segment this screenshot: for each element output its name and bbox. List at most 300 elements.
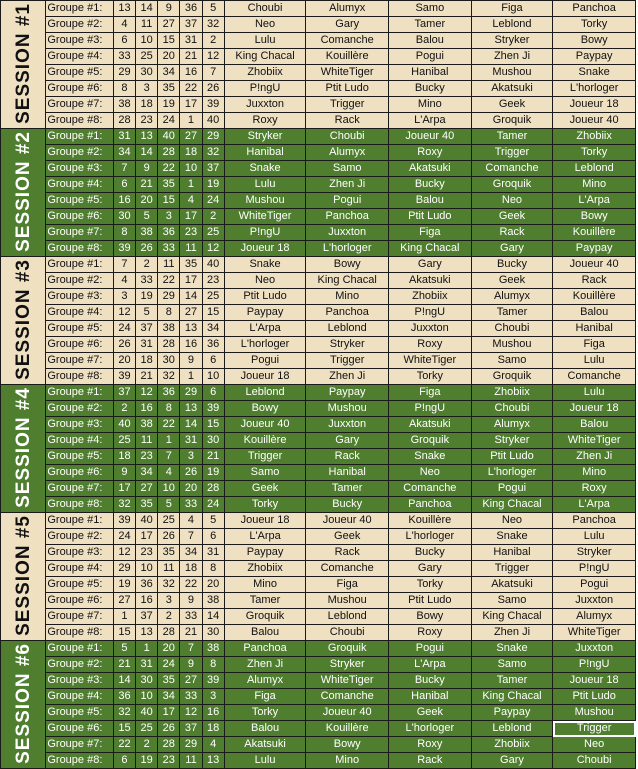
player-name-cell[interactable]: Joueur 18 (224, 241, 306, 257)
player-name-cell[interactable]: Geek (224, 481, 306, 497)
player-number-cell[interactable]: 21 (136, 369, 158, 385)
player-name-cell[interactable]: Joueur 40 (224, 417, 306, 433)
player-name-cell[interactable]: Stryker (471, 33, 553, 49)
player-number-cell[interactable]: 39 (113, 369, 135, 385)
player-name-cell[interactable]: Balou (224, 625, 306, 641)
player-name-cell[interactable]: Balou (553, 417, 636, 433)
player-number-cell[interactable]: 19 (136, 753, 158, 769)
player-number-cell[interactable]: 13 (113, 1, 135, 17)
player-number-cell[interactable]: 40 (202, 113, 224, 129)
player-name-cell[interactable]: Zhen Ji (471, 49, 553, 65)
player-number-cell[interactable]: 19 (113, 577, 135, 593)
player-number-cell[interactable]: 34 (136, 465, 158, 481)
player-name-cell[interactable]: Trigger (306, 97, 389, 113)
player-number-cell[interactable]: 10 (158, 481, 180, 497)
player-name-cell[interactable]: Mushou (471, 65, 553, 81)
player-name-cell[interactable]: Hanibal (471, 545, 553, 561)
group-label-cell[interactable]: Groupe #4: (46, 177, 114, 193)
player-number-cell[interactable]: 5 (158, 497, 180, 513)
player-number-cell[interactable]: 18 (180, 145, 202, 161)
player-name-cell[interactable]: Rack (471, 225, 553, 241)
player-name-cell[interactable]: Roxy (553, 481, 636, 497)
group-label-cell[interactable]: Groupe #5: (46, 449, 114, 465)
player-name-cell[interactable]: Ptit Ludo (306, 81, 389, 97)
player-number-cell[interactable]: 3 (113, 289, 135, 305)
player-number-cell[interactable]: 9 (180, 353, 202, 369)
group-label-cell[interactable]: Groupe #5: (46, 193, 114, 209)
player-name-cell[interactable]: Bucky (389, 81, 472, 97)
player-number-cell[interactable]: 28 (158, 337, 180, 353)
player-name-cell[interactable]: Geek (389, 705, 472, 721)
player-name-cell[interactable]: Lulu (553, 385, 636, 401)
player-number-cell[interactable]: 11 (136, 433, 158, 449)
player-number-cell[interactable]: 22 (158, 417, 180, 433)
player-number-cell[interactable]: 32 (202, 17, 224, 33)
player-name-cell[interactable]: Kouillère (224, 433, 306, 449)
player-number-cell[interactable]: 14 (180, 289, 202, 305)
player-number-cell[interactable]: 20 (113, 353, 135, 369)
player-name-cell[interactable]: Zhen Ji (306, 177, 389, 193)
player-number-cell[interactable]: 13 (136, 129, 158, 145)
group-label-cell[interactable]: Groupe #5: (46, 321, 114, 337)
player-name-cell[interactable]: Bucky (389, 545, 472, 561)
group-label-cell[interactable]: Groupe #7: (46, 737, 114, 753)
player-name-cell[interactable]: King Chacal (306, 273, 389, 289)
player-name-cell[interactable]: L'Arpa (389, 657, 472, 673)
player-number-cell[interactable]: 25 (202, 225, 224, 241)
player-number-cell[interactable]: 33 (136, 273, 158, 289)
player-number-cell[interactable]: 32 (158, 369, 180, 385)
player-number-cell[interactable]: 6 (202, 529, 224, 545)
player-number-cell[interactable]: 16 (180, 65, 202, 81)
player-number-cell[interactable]: 7 (113, 257, 135, 273)
player-name-cell[interactable]: Tamer (471, 673, 553, 689)
player-name-cell[interactable]: Alumyx (553, 609, 636, 625)
player-name-cell[interactable]: Tamer (389, 17, 472, 33)
player-number-cell[interactable]: 34 (158, 689, 180, 705)
player-name-cell[interactable]: Hanibal (389, 689, 472, 705)
player-number-cell[interactable]: 39 (202, 673, 224, 689)
player-name-cell[interactable]: King Chacal (471, 497, 553, 513)
player-name-cell[interactable]: Pogui (471, 481, 553, 497)
player-name-cell[interactable]: Joueur 40 (389, 129, 472, 145)
player-name-cell[interactable]: Figa (471, 1, 553, 17)
player-number-cell[interactable]: 31 (136, 657, 158, 673)
player-number-cell[interactable]: 8 (113, 225, 135, 241)
player-number-cell[interactable]: 4 (158, 465, 180, 481)
player-name-cell[interactable]: Figa (389, 385, 472, 401)
player-name-cell[interactable]: WhiteTiger (306, 65, 389, 81)
player-number-cell[interactable]: 18 (113, 449, 135, 465)
player-name-cell[interactable]: Leblond (553, 161, 636, 177)
player-name-cell[interactable]: Akatsuki (224, 737, 306, 753)
player-name-cell[interactable]: Zhen Ji (224, 657, 306, 673)
session-label-cell[interactable] (1, 257, 46, 385)
player-name-cell[interactable]: Roxy (389, 145, 472, 161)
player-number-cell[interactable]: 37 (113, 385, 135, 401)
group-label-cell[interactable]: Groupe #7: (46, 481, 114, 497)
player-number-cell[interactable]: 29 (113, 65, 135, 81)
player-number-cell[interactable]: 30 (113, 209, 135, 225)
player-name-cell[interactable]: Torky (224, 497, 306, 513)
player-name-cell[interactable]: Mushou (306, 593, 389, 609)
player-name-cell[interactable]: Joueur 40 (553, 257, 636, 273)
player-number-cell[interactable]: 7 (180, 529, 202, 545)
player-number-cell[interactable]: 31 (180, 433, 202, 449)
player-number-cell[interactable]: 39 (202, 401, 224, 417)
session-label-cell[interactable] (1, 129, 46, 257)
group-label-cell[interactable]: Groupe #4: (46, 689, 114, 705)
player-name-cell[interactable]: Kouillère (306, 721, 389, 737)
player-name-cell[interactable]: Alumyx (306, 145, 389, 161)
player-name-cell[interactable]: Ptit Ludo (471, 449, 553, 465)
player-number-cell[interactable]: 16 (136, 401, 158, 417)
player-number-cell[interactable]: 32 (113, 497, 135, 513)
player-number-cell[interactable]: 28 (113, 113, 135, 129)
player-name-cell[interactable]: Snake (553, 65, 636, 81)
player-name-cell[interactable]: Zhen Ji (471, 625, 553, 641)
player-number-cell[interactable]: 35 (158, 545, 180, 561)
player-name-cell[interactable]: Gary (389, 561, 472, 577)
player-name-cell[interactable]: Tamer (471, 129, 553, 145)
player-name-cell[interactable]: Rack (306, 545, 389, 561)
player-name-cell[interactable]: P!ngU (553, 561, 636, 577)
player-name-cell[interactable]: Figa (389, 225, 472, 241)
player-number-cell[interactable]: 12 (202, 241, 224, 257)
player-number-cell[interactable]: 37 (180, 721, 202, 737)
group-label-cell[interactable]: Groupe #8: (46, 369, 114, 385)
player-number-cell[interactable]: 29 (180, 385, 202, 401)
player-name-cell[interactable]: Ptit Ludo (389, 593, 472, 609)
player-number-cell[interactable]: 29 (113, 561, 135, 577)
player-number-cell[interactable]: 34 (113, 145, 135, 161)
player-name-cell[interactable]: Balou (224, 721, 306, 737)
player-number-cell[interactable]: 1 (136, 641, 158, 657)
player-number-cell[interactable]: 35 (158, 177, 180, 193)
player-number-cell[interactable]: 12 (113, 545, 135, 561)
group-label-cell[interactable]: Groupe #3: (46, 161, 114, 177)
player-name-cell[interactable]: Figa (553, 337, 636, 353)
player-number-cell[interactable]: 34 (158, 65, 180, 81)
player-number-cell[interactable]: 15 (158, 33, 180, 49)
player-number-cell[interactable]: 38 (136, 225, 158, 241)
player-number-cell[interactable]: 25 (202, 289, 224, 305)
player-number-cell[interactable]: 2 (136, 257, 158, 273)
player-number-cell[interactable]: 17 (180, 209, 202, 225)
player-name-cell[interactable]: Torky (389, 577, 472, 593)
player-name-cell[interactable]: Figa (224, 689, 306, 705)
player-number-cell[interactable]: 17 (180, 97, 202, 113)
player-number-cell[interactable]: 20 (136, 193, 158, 209)
player-number-cell[interactable]: 40 (158, 129, 180, 145)
player-name-cell[interactable]: Mino (553, 465, 636, 481)
player-number-cell[interactable]: 13 (180, 321, 202, 337)
player-name-cell[interactable]: Alumyx (471, 417, 553, 433)
player-name-cell[interactable]: Bucky (471, 257, 553, 273)
player-number-cell[interactable]: 40 (113, 417, 135, 433)
player-number-cell[interactable]: 16 (202, 705, 224, 721)
player-name-cell[interactable]: Joueur 40 (306, 705, 389, 721)
player-number-cell[interactable]: 13 (180, 401, 202, 417)
player-name-cell[interactable]: Hanibal (224, 145, 306, 161)
player-number-cell[interactable]: 39 (202, 97, 224, 113)
player-number-cell[interactable]: 36 (180, 1, 202, 17)
player-number-cell[interactable]: 22 (180, 81, 202, 97)
player-number-cell[interactable]: 7 (202, 65, 224, 81)
player-name-cell[interactable]: Torky (553, 17, 636, 33)
player-name-cell[interactable]: L'Arpa (224, 529, 306, 545)
player-name-cell[interactable]: L'horloger (389, 721, 472, 737)
player-name-cell[interactable]: Choubi (553, 753, 636, 769)
player-number-cell[interactable]: 11 (158, 257, 180, 273)
player-number-cell[interactable]: 2 (136, 737, 158, 753)
player-name-cell[interactable]: Groquik (471, 177, 553, 193)
player-number-cell[interactable]: 26 (158, 529, 180, 545)
session-label-cell[interactable] (1, 385, 46, 513)
player-number-cell[interactable]: 24 (113, 529, 135, 545)
player-number-cell[interactable]: 1 (180, 113, 202, 129)
player-number-cell[interactable]: 23 (136, 545, 158, 561)
player-number-cell[interactable]: 36 (113, 689, 135, 705)
group-label-cell[interactable]: Groupe #5: (46, 577, 114, 593)
player-name-cell[interactable]: Tamer (224, 593, 306, 609)
player-number-cell[interactable]: 18 (180, 561, 202, 577)
player-name-cell[interactable]: Bowy (553, 33, 636, 49)
player-name-cell[interactable]: Samo (224, 465, 306, 481)
player-name-cell[interactable]: Bowy (389, 609, 472, 625)
player-number-cell[interactable]: 10 (136, 33, 158, 49)
player-number-cell[interactable]: 39 (113, 513, 135, 529)
player-name-cell[interactable]: P!ngU (553, 657, 636, 673)
player-name-cell[interactable]: Roxy (389, 737, 472, 753)
player-number-cell[interactable]: 26 (202, 81, 224, 97)
player-number-cell[interactable]: 1 (180, 369, 202, 385)
player-number-cell[interactable]: 31 (136, 337, 158, 353)
group-label-cell[interactable]: Groupe #8: (46, 497, 114, 513)
group-label-cell[interactable]: Groupe #6: (46, 81, 114, 97)
player-number-cell[interactable]: 20 (158, 641, 180, 657)
player-number-cell[interactable]: 9 (180, 657, 202, 673)
player-number-cell[interactable]: 40 (202, 257, 224, 273)
player-name-cell[interactable]: Paypay (224, 305, 306, 321)
player-number-cell[interactable]: 17 (136, 529, 158, 545)
player-name-cell[interactable]: Roxy (389, 625, 472, 641)
player-name-cell[interactable]: Gary (306, 433, 389, 449)
player-name-cell[interactable]: Akatsuki (389, 417, 472, 433)
player-number-cell[interactable]: 33 (180, 689, 202, 705)
player-number-cell[interactable]: 14 (180, 417, 202, 433)
player-number-cell[interactable]: 39 (113, 241, 135, 257)
player-name-cell[interactable]: Zhobiix (553, 129, 636, 145)
player-name-cell[interactable]: WhiteTiger (306, 673, 389, 689)
player-name-cell[interactable]: Ptit Ludo (553, 689, 636, 705)
group-label-cell[interactable]: Groupe #6: (46, 721, 114, 737)
player-name-cell[interactable]: L'Arpa (553, 497, 636, 513)
player-number-cell[interactable]: 11 (136, 17, 158, 33)
player-number-cell[interactable]: 6 (202, 385, 224, 401)
player-number-cell[interactable]: 37 (136, 321, 158, 337)
player-name-cell[interactable]: Pogui (224, 353, 306, 369)
player-number-cell[interactable]: 36 (158, 385, 180, 401)
player-name-cell[interactable]: Kouillère (553, 289, 636, 305)
player-number-cell[interactable]: 28 (158, 625, 180, 641)
player-name-cell[interactable]: Bucky (389, 673, 472, 689)
group-label-cell[interactable]: Groupe #4: (46, 49, 114, 65)
player-number-cell[interactable]: 4 (113, 273, 135, 289)
group-label-cell[interactable]: Groupe #2: (46, 401, 114, 417)
player-name-cell[interactable]: Bucky (306, 497, 389, 513)
player-number-cell[interactable]: 20 (158, 49, 180, 65)
player-name-cell[interactable]: Groquik (306, 641, 389, 657)
player-name-cell[interactable]: Stryker (553, 545, 636, 561)
player-number-cell[interactable]: 12 (202, 49, 224, 65)
player-name-cell[interactable]: Juxxton (553, 593, 636, 609)
player-number-cell[interactable]: 8 (202, 657, 224, 673)
group-label-cell[interactable]: Groupe #8: (46, 241, 114, 257)
player-name-cell[interactable]: Snake (471, 641, 553, 657)
player-number-cell[interactable]: 22 (158, 273, 180, 289)
player-number-cell[interactable]: 7 (180, 641, 202, 657)
player-name-cell[interactable]: Balou (389, 193, 472, 209)
group-label-cell[interactable]: Groupe #3: (46, 545, 114, 561)
player-name-cell[interactable]: Zhen Ji (553, 449, 636, 465)
player-name-cell[interactable]: Zhobiix (389, 289, 472, 305)
player-number-cell[interactable]: 38 (202, 593, 224, 609)
player-name-cell[interactable]: Lulu (224, 177, 306, 193)
player-name-cell[interactable]: Juxxton (224, 97, 306, 113)
player-number-cell[interactable]: 25 (158, 513, 180, 529)
player-name-cell[interactable]: WhiteTiger (224, 209, 306, 225)
player-name-cell[interactable]: Mino (553, 177, 636, 193)
player-name-cell[interactable]: Zhen Ji (306, 369, 389, 385)
player-number-cell[interactable]: 1 (113, 609, 135, 625)
player-name-cell[interactable]: Trigger (471, 145, 553, 161)
player-number-cell[interactable]: 5 (202, 1, 224, 17)
player-number-cell[interactable]: 36 (136, 577, 158, 593)
player-name-cell[interactable]: Snake (224, 257, 306, 273)
player-number-cell[interactable]: 9 (136, 161, 158, 177)
player-name-cell[interactable]: Neo (224, 273, 306, 289)
player-number-cell[interactable]: 10 (136, 689, 158, 705)
player-name-cell[interactable]: Panchoa (553, 513, 636, 529)
player-name-cell[interactable]: L'horloger (224, 337, 306, 353)
player-number-cell[interactable]: 14 (136, 145, 158, 161)
player-number-cell[interactable]: 26 (113, 337, 135, 353)
player-name-cell[interactable]: Lulu (553, 353, 636, 369)
player-number-cell[interactable]: 17 (158, 705, 180, 721)
player-number-cell[interactable]: 6 (113, 177, 135, 193)
player-name-cell[interactable]: Akatsuki (471, 577, 553, 593)
player-number-cell[interactable]: 40 (136, 705, 158, 721)
player-number-cell[interactable]: 3 (202, 689, 224, 705)
player-name-cell[interactable]: Snake (471, 529, 553, 545)
player-name-cell[interactable]: Stryker (471, 433, 553, 449)
player-number-cell[interactable]: 2 (202, 209, 224, 225)
player-name-cell[interactable]: Trigger (471, 561, 553, 577)
player-number-cell[interactable]: 33 (180, 609, 202, 625)
group-label-cell[interactable]: Groupe #1: (46, 129, 114, 145)
player-number-cell[interactable]: 13 (136, 625, 158, 641)
player-name-cell[interactable]: Joueur 18 (224, 513, 306, 529)
player-number-cell[interactable]: 35 (158, 673, 180, 689)
player-name-cell[interactable]: Leblond (306, 609, 389, 625)
group-label-cell[interactable]: Groupe #5: (46, 705, 114, 721)
player-number-cell[interactable]: 3 (158, 209, 180, 225)
player-number-cell[interactable]: 19 (158, 97, 180, 113)
player-name-cell[interactable]: Samo (471, 657, 553, 673)
player-name-cell[interactable]: Paypay (224, 545, 306, 561)
player-number-cell[interactable]: 16 (113, 193, 135, 209)
player-name-cell[interactable]: Panchoa (224, 641, 306, 657)
player-name-cell[interactable]: Bucky (389, 177, 472, 193)
player-name-cell[interactable]: Joueur 40 (553, 113, 636, 129)
player-number-cell[interactable]: 24 (158, 113, 180, 129)
player-name-cell[interactable]: Neo (224, 17, 306, 33)
player-number-cell[interactable]: 34 (180, 545, 202, 561)
player-number-cell[interactable]: 37 (202, 161, 224, 177)
session-label-cell[interactable] (1, 641, 46, 769)
player-name-cell[interactable]: Akatsuki (471, 81, 553, 97)
player-name-cell[interactable]: Mushou (224, 193, 306, 209)
player-number-cell[interactable]: 10 (136, 561, 158, 577)
player-name-cell[interactable]: WhiteTiger (389, 353, 472, 369)
player-name-cell[interactable]: Paypay (553, 49, 636, 65)
player-number-cell[interactable]: 4 (180, 513, 202, 529)
player-name-cell[interactable]: Mino (389, 97, 472, 113)
player-number-cell[interactable]: 19 (136, 289, 158, 305)
player-number-cell[interactable]: 32 (158, 577, 180, 593)
group-label-cell[interactable]: Groupe #8: (46, 753, 114, 769)
player-number-cell[interactable]: 31 (113, 129, 135, 145)
player-number-cell[interactable]: 7 (158, 449, 180, 465)
group-label-cell[interactable]: Groupe #6: (46, 593, 114, 609)
player-name-cell[interactable]: Trigger (553, 721, 636, 737)
player-number-cell[interactable]: 38 (113, 97, 135, 113)
player-number-cell[interactable]: 33 (180, 497, 202, 513)
player-name-cell[interactable]: Snake (224, 161, 306, 177)
player-number-cell[interactable]: 3 (136, 81, 158, 97)
player-name-cell[interactable]: Panchoa (389, 497, 472, 513)
player-name-cell[interactable]: Leblond (224, 385, 306, 401)
player-number-cell[interactable]: 14 (136, 1, 158, 17)
player-number-cell[interactable]: 26 (158, 721, 180, 737)
player-number-cell[interactable]: 30 (136, 65, 158, 81)
player-number-cell[interactable]: 12 (113, 305, 135, 321)
player-number-cell[interactable]: 5 (136, 305, 158, 321)
player-number-cell[interactable]: 24 (158, 657, 180, 673)
player-number-cell[interactable]: 32 (113, 705, 135, 721)
group-label-cell[interactable]: Groupe #1: (46, 513, 114, 529)
player-number-cell[interactable]: 22 (113, 737, 135, 753)
player-name-cell[interactable]: Hanibal (306, 465, 389, 481)
player-name-cell[interactable]: Kouillère (306, 49, 389, 65)
player-name-cell[interactable]: Trigger (224, 449, 306, 465)
player-name-cell[interactable]: Tamer (471, 305, 553, 321)
player-number-cell[interactable]: 27 (180, 305, 202, 321)
player-name-cell[interactable]: Choubi (306, 129, 389, 145)
player-number-cell[interactable]: 15 (113, 721, 135, 737)
player-name-cell[interactable]: Zhobiix (471, 737, 553, 753)
player-number-cell[interactable]: 23 (136, 113, 158, 129)
player-name-cell[interactable]: P!ngU (389, 305, 472, 321)
player-name-cell[interactable]: Gary (389, 257, 472, 273)
player-number-cell[interactable]: 1 (158, 433, 180, 449)
player-name-cell[interactable]: Juxxton (389, 321, 472, 337)
player-number-cell[interactable]: 5 (136, 209, 158, 225)
session-label-cell[interactable] (1, 513, 46, 641)
group-label-cell[interactable]: Groupe #4: (46, 561, 114, 577)
player-name-cell[interactable]: Choubi (224, 1, 306, 17)
